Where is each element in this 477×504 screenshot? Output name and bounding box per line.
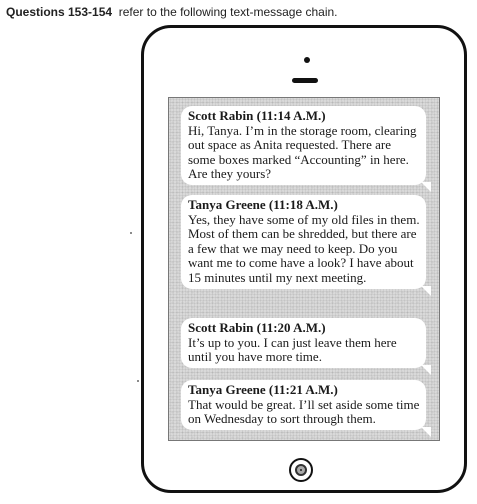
question-range: Questions 153-154: [6, 5, 113, 19]
message-sender: Scott Rabin (11:14 A.M.): [188, 108, 326, 123]
message-sender: Scott Rabin (11:20 A.M.): [188, 320, 326, 335]
message-bubble: [181, 318, 426, 368]
message-text: It’s up to you. I can just leave them here until you have more time.: [188, 334, 397, 365]
home-button-ring: [295, 464, 307, 476]
message-bubble: [181, 380, 426, 430]
scan-speck: [137, 380, 139, 382]
message-bubble: [181, 195, 426, 289]
bubble-tail: [421, 182, 431, 192]
question-instruction: refer to the following text-message chain.: [118, 5, 338, 19]
home-button-icon: [289, 458, 313, 482]
scan-speck: [130, 232, 132, 234]
speaker-icon: [292, 78, 318, 83]
message-sender: Tanya Greene (11:21 A.M.): [188, 382, 338, 397]
camera-icon: [304, 57, 310, 63]
bubble-tail: [421, 286, 431, 296]
bubble-tail: [421, 365, 431, 375]
message-sender: Tanya Greene (11:18 A.M.): [188, 197, 338, 212]
message-bubble: [181, 106, 426, 185]
question-header: [6, 5, 476, 19]
message-text: That would be great. I’ll set aside some time on Wednesday to sort through them.: [188, 396, 420, 427]
home-button-dot: [300, 469, 302, 471]
message-text: Yes, they have some of my old files in them. Most of them can be shredded, but there are a few that we may need to keep. Do you want me to come have a look? I have about 15 minutes until my next meeting.: [188, 211, 420, 285]
bubble-tail: [421, 427, 431, 437]
message-text: Hi, Tanya. I’m in the storage room, clearing out space as Anita requested. There are some boxes marked “Accounting” in here. Are they yours?: [188, 122, 417, 182]
